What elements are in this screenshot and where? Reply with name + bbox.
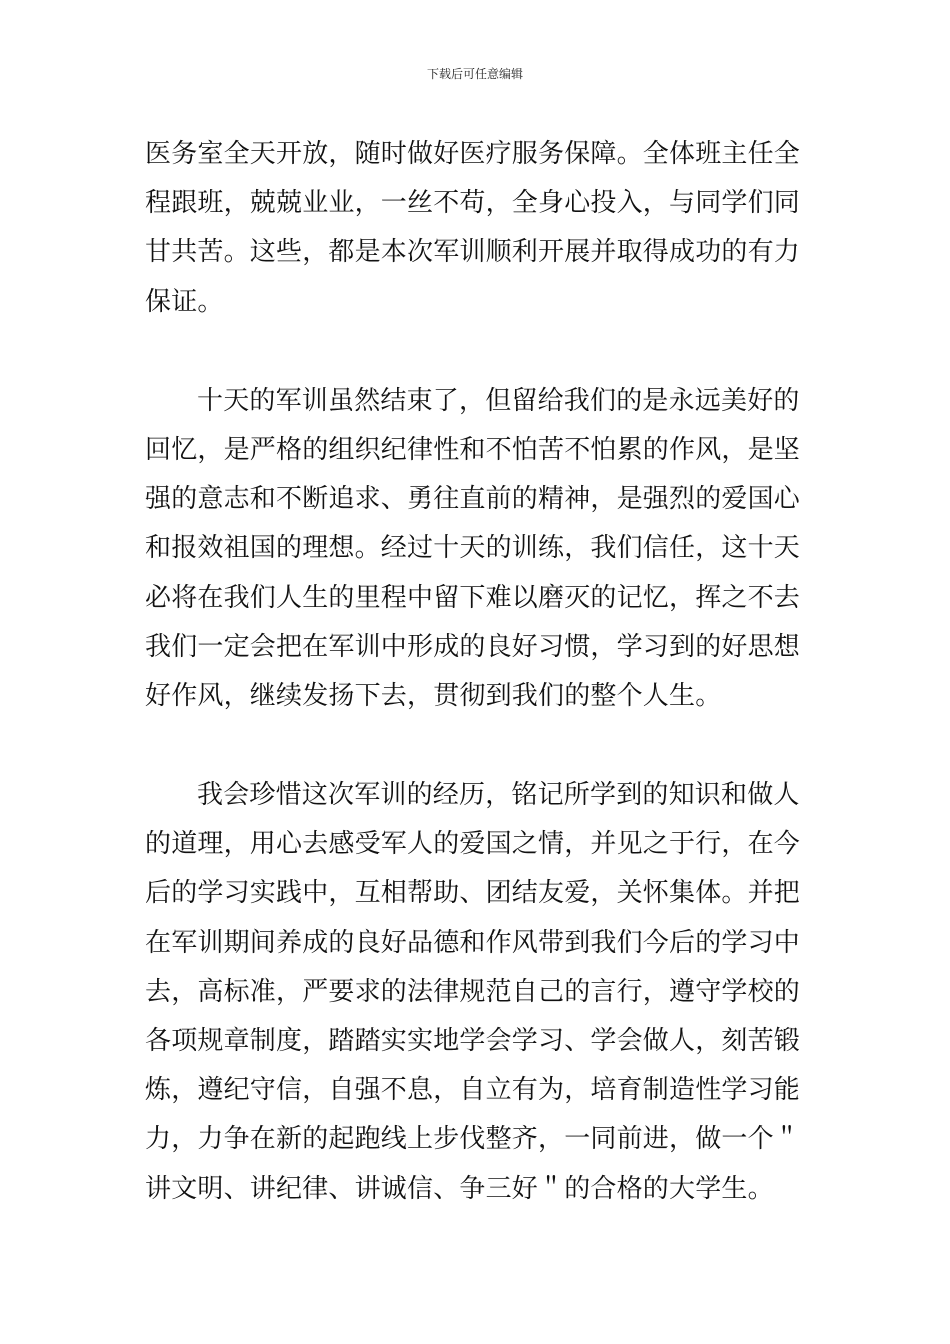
paragraph-line: 各项规章制度，踏踏实实地学会学习、学会做人，刻苦锻 <box>145 1026 801 1056</box>
paragraph-1 <box>145 130 807 327</box>
paragraph-line: 讲文明、讲纪律、讲诚信、争三好＂的合格的大学生。 <box>145 1173 774 1204</box>
paragraph-line: 后的学习实践中，互相帮助、团结友爱，关怀集体。并把 <box>145 878 801 909</box>
paragraph-line: 十天的军训虽然结束了，但留给我们的是永远美好的 <box>197 385 800 416</box>
paragraph-line: 力，力争在新的起跑线上步伐整齐，一同前进，做一个＂ <box>145 1124 801 1155</box>
paragraph-line: 去，高标准，严要求的法律规范自己的言行，遵守学校的 <box>145 976 801 1007</box>
paragraph-line: 在军训期间养成的良好品德和作风带到我们今后的学习中 <box>145 927 801 958</box>
paragraph-line: 我们一定会把在军训中形成的良好习惯，学习到的好思想 <box>145 631 801 662</box>
paragraph-line: 强的意志和不断追求、勇往直前的精神，是强烈的爱国心 <box>145 484 801 515</box>
paragraph-line: 和报效祖国的理想。经过十天的训练，我们信任，这十天 <box>145 533 801 564</box>
paragraph-line: 好作风，继续发扬下去，贯彻到我们的整个人生。 <box>145 680 722 711</box>
page-header: 下载后可任意编辑 <box>426 67 523 81</box>
paragraph-line: 回忆，是严格的组织纪律性和不怕苦不怕累的作风，是坚 <box>145 434 801 465</box>
paragraph-line: 医务室全天开放，随时做好医疗服务保障。全体班主任全 <box>145 139 801 169</box>
paragraph-line: 必将在我们人生的里程中留下难以磨灭的记忆，挥之不去 <box>145 582 801 613</box>
paragraph-2 <box>145 377 807 721</box>
paragraph-spacer <box>145 721 807 771</box>
paragraph-line: 炼，遵纪守信，自强不息，自立有为，培育制造性学习能 <box>145 1075 801 1106</box>
paragraph-spacer <box>145 327 807 377</box>
paragraph-line: 的道理，用心去感受军人的爱国之情，并见之于行，在今 <box>145 829 801 860</box>
paragraph-line: 甘共苦。这些，都是本次军训顺利开展并取得成功的有力 <box>145 237 801 268</box>
paragraph-line: 保证。 <box>145 286 224 317</box>
paragraph-line: 我会珍惜这次军训的经历，铭记所学到的知识和做人 <box>197 780 800 811</box>
document-body <box>145 130 807 1214</box>
paragraph-3 <box>145 771 807 1214</box>
paragraph-line: 程跟班，兢兢业业，一丝不苟，全身心投入，与同学们同 <box>145 188 801 219</box>
